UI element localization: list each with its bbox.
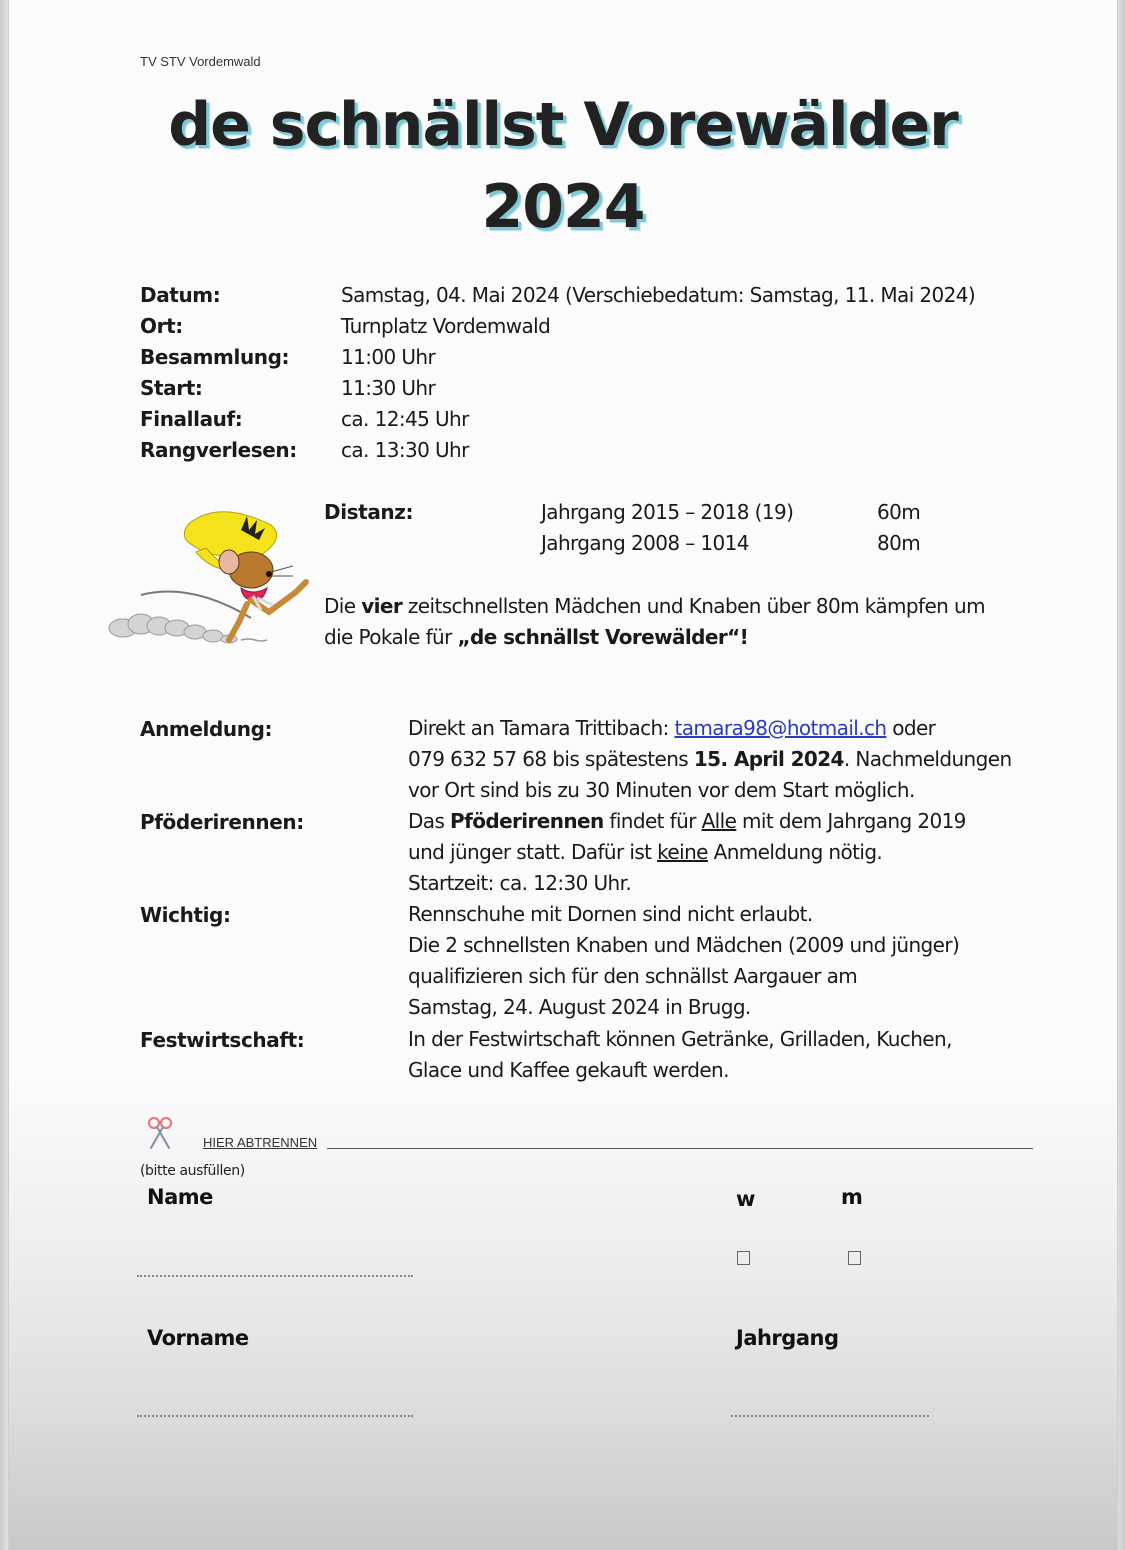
section-text: [408, 806, 1048, 899]
vorname-input-line[interactable]: [137, 1415, 413, 1417]
info-value-datum: Samstag, 04. Mai 2024 (Verschiebedatum: Samstag, 11. Mai 2024): [341, 283, 976, 307]
document-page: [8, 0, 1118, 1550]
scissors-icon: [145, 1116, 175, 1150]
name-label: Name: [147, 1185, 213, 1209]
info-label-ort: Ort:: [140, 314, 183, 338]
info-value-ort: Turnplatz Vordemwald: [341, 314, 551, 338]
viewer-edge-left: [0, 0, 8, 1550]
text: Anmeldung nötig.: [707, 840, 883, 864]
deadline-date: 15. April 2024: [693, 747, 844, 771]
distance-group: Jahrgang 2008 – 1014: [541, 531, 749, 555]
text: mit dem Jahrgang 2019: [736, 809, 966, 833]
text-line: [408, 744, 1048, 775]
bold-text: Pföderirennen: [450, 809, 604, 833]
section-text: [408, 1024, 1048, 1086]
distance-value: 60m: [877, 500, 921, 524]
text: Das: [408, 809, 451, 833]
text-line: [408, 713, 1048, 744]
fill-in-hint: (bitte ausfüllen): [140, 1163, 245, 1179]
text: 079 632 57 68 bis spätestens: [408, 747, 694, 771]
jahrgang-label: Jahrgang: [736, 1326, 839, 1350]
info-value-finallauf: ca. 12:45 Uhr: [341, 407, 469, 431]
text-line: [408, 806, 1048, 837]
text-line: Rennschuhe mit Dornen sind nicht erlaubt.: [408, 902, 813, 926]
text-line: qualifizieren sich für den schnällst Aargauer am: [408, 964, 858, 988]
info-label-besammlung: Besammlung:: [140, 345, 290, 369]
info-value-besammlung: 11:00 Uhr: [341, 345, 436, 369]
text-line: Glace und Kaffee gekauft werden.: [408, 1058, 729, 1082]
note-text: zeitschnellsten Mädchen und Knaben über 80m kämpfen um: [402, 594, 985, 618]
gender-m-label: m: [841, 1185, 863, 1209]
text-line: vor Ort sind bis zu 30 Minuten vor dem Start möglich.: [408, 778, 915, 802]
running-mouse-cartoon: [101, 500, 321, 650]
text-line: In der Festwirtschaft können Getränke, Grilladen, Kuchen,: [408, 1027, 952, 1051]
info-label-rangverlesen: Rangverlesen:: [140, 438, 297, 462]
page-title: de schnällst Vorewälder: [168, 90, 958, 160]
text-line: [408, 837, 1048, 868]
info-value-start: 11:30 Uhr: [341, 376, 436, 400]
underlined-text: keine: [657, 840, 708, 864]
distance-note-line1: [324, 594, 985, 618]
text-line: Samstag, 24. August 2024 in Brugg.: [408, 995, 751, 1019]
info-label-finallauf: Finallauf:: [140, 407, 243, 431]
section-label: Festwirtschaft:: [140, 1028, 305, 1052]
distance-value: 80m: [877, 531, 921, 555]
text: und jünger statt. Dafür ist: [408, 840, 658, 864]
text: oder: [886, 716, 936, 740]
section-text: [408, 713, 1048, 806]
page-title-year: 2024: [481, 172, 645, 242]
info-label-start: Start:: [140, 376, 203, 400]
note-text: die Pokale für: [324, 625, 458, 649]
section-text: [408, 899, 1048, 1023]
text: . Nachmeldungen: [843, 747, 1012, 771]
jahrgang-input-line[interactable]: [731, 1415, 929, 1417]
text-line: Startzeit: ca. 12:30 Uhr.: [408, 871, 632, 895]
note-bold: vier: [361, 594, 403, 618]
name-input-line[interactable]: [137, 1275, 413, 1277]
text-line: Die 2 schnellsten Knaben und Mädchen (2009 und jünger): [408, 933, 960, 957]
cut-here-label: HIER ABTRENNEN: [203, 1135, 318, 1150]
vorname-label: Vorname: [147, 1326, 249, 1350]
distance-group: Jahrgang 2015 – 2018 (19): [541, 500, 794, 524]
email-link[interactable]: tamara98@hotmail.ch: [674, 716, 887, 740]
text: Direkt an Tamara Trittibach:: [408, 716, 675, 740]
distance-label: Distanz:: [324, 500, 414, 524]
distance-note-line2: [324, 625, 748, 649]
note-text: Die: [324, 594, 362, 618]
gender-m-checkbox[interactable]: [848, 1251, 861, 1265]
section-label: Anmeldung:: [140, 717, 273, 741]
text: findet für: [603, 809, 702, 833]
organization-name: TV STV Vordemwald: [140, 54, 261, 69]
gender-w-label: w: [736, 1187, 755, 1211]
gender-w-checkbox[interactable]: [737, 1251, 750, 1265]
underlined-text: Alle: [701, 809, 737, 833]
note-bold: „de schnällst Vorewälder“!: [457, 625, 749, 649]
section-label: Wichtig:: [140, 903, 231, 927]
info-value-rangverlesen: ca. 13:30 Uhr: [341, 438, 469, 462]
section-label: Pföderirennen:: [140, 810, 304, 834]
cut-line: [327, 1148, 1033, 1149]
info-label-datum: Datum:: [140, 283, 221, 307]
